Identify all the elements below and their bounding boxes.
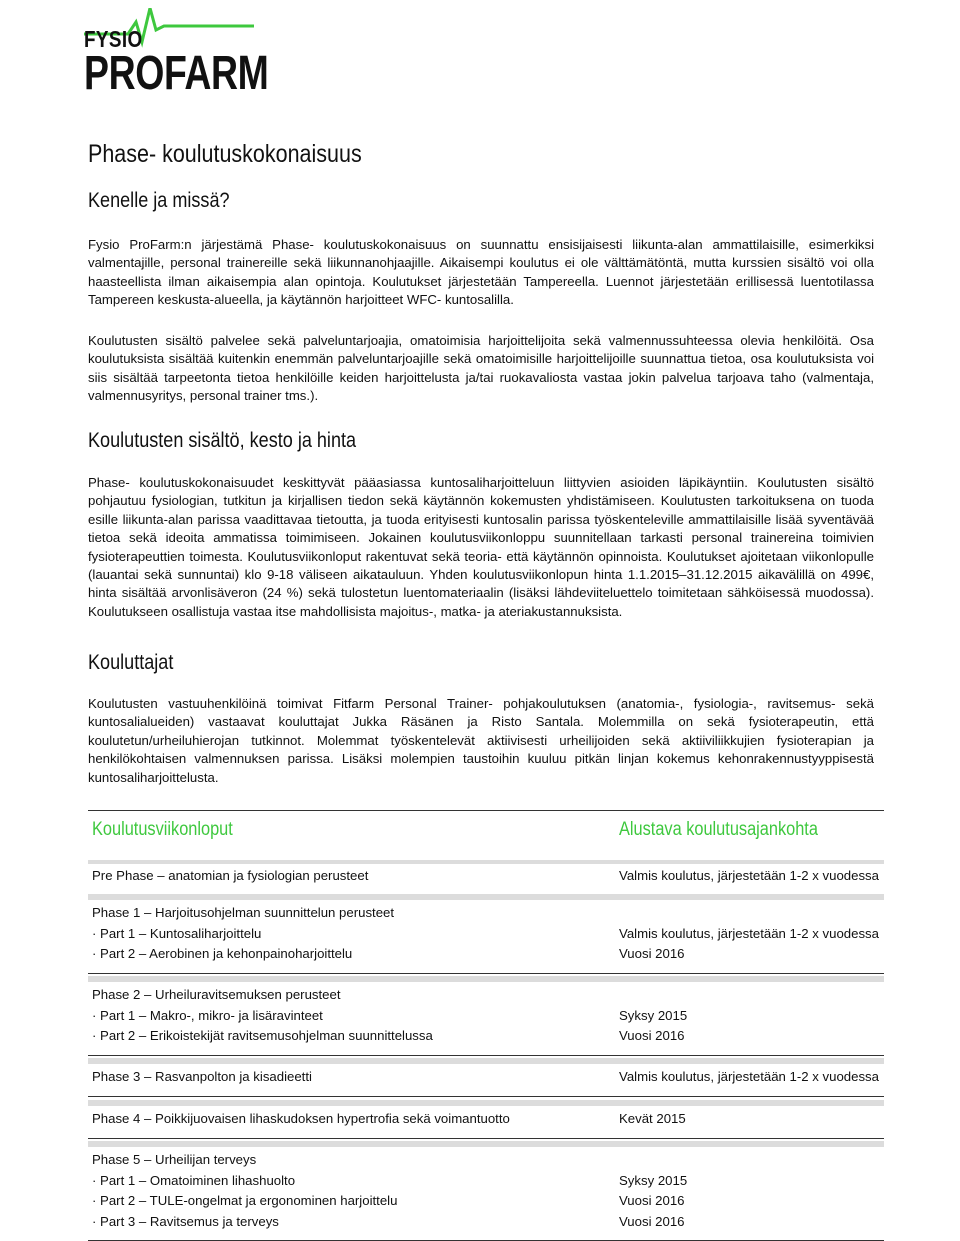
table-cell-course: Phase 1 – Harjoitusohjelman suunnittelun perusteet (92, 905, 395, 920)
table-cell-date: Syksy 2015 (619, 1007, 688, 1023)
table-header-weekends: Koulutusviikonloput (92, 819, 233, 840)
table-header-date: Alustava koulutusajankohta (619, 819, 818, 840)
table-cell-course: Pre Phase – anatomian ja fysiologian perusteet (92, 868, 369, 883)
table-cell-course: Phase 2 – Urheiluravitsemuksen perusteet (92, 987, 341, 1002)
table-row (88, 901, 884, 974)
table-cell-course: · Part 2 – Aerobinen ja kehonpainoharjoittelu (92, 946, 353, 962)
table-cell-date: Vuosi 2016 (619, 1028, 685, 1044)
table-cell-course: · Part 3 – Ravitsemus ja terveys (92, 1213, 279, 1229)
table-row (88, 1065, 884, 1097)
section-heading-content: Koulutusten sisältö, kesto ja hinta (88, 429, 357, 452)
table-spacer (88, 1141, 884, 1147)
table-row (88, 983, 884, 1056)
table-cell-course: Phase 3 – Rasvanpolton ja kisadieetti (92, 1069, 312, 1084)
table-row (88, 1148, 884, 1241)
table-cell-date: Vuosi 2016 (619, 1193, 685, 1209)
table-spacer (88, 1058, 884, 1064)
table-cell-date: Valmis koulutus, järjestetään 1-2 x vuodessa (619, 925, 879, 941)
logo-line-2: PROFARM (84, 47, 269, 100)
fysio-profarm-logo (84, 8, 269, 100)
table-cell-course: · Part 1 – Omatoiminen lihashuolto (92, 1172, 296, 1188)
table-cell-date: Syksy 2015 (619, 1172, 688, 1188)
table-cell-date: Vuosi 2016 (619, 1213, 685, 1229)
table-cell-date: Vuosi 2016 (619, 946, 685, 962)
table-cell-course: · Part 1 – Makro-, mikro- ja lisäravinteet (92, 1007, 323, 1023)
page-title: Phase- koulutuskokonaisuus (88, 140, 362, 168)
table-spacer (88, 976, 884, 982)
table-spacer (88, 894, 884, 900)
logo-line-1: FYSIO (84, 26, 143, 52)
paragraph-audience-1: Fysio ProFarm:n järjestämä Phase- koulutuskokonaisuus on suunnattu ensisijaisesti liikunta-alan ammattilaisille, esimerkiksi valmentajille, personal trainereille sekä liikunnanohjaajille. Aikaisempi koulutus ei ole välttämätöntä, mutta kurssien sisältö voi olla haasteellista ilman aikaisempia alan opintoja. Koulutukset järjestetään Tampereella. Luennot järjestetään erillisessä luentotilassa Tampereen keskusta-alueella, ja käytännön harjoitteet WFC- kuntosalilla. (88, 237, 874, 308)
paragraph-content: Phase- koulutuskokonaisuudet keskittyvät pääasiassa kuntosaliharjoitteluun liittyvien asioiden läpikäyntiin. Koulutusten sisältö pohjautuu fysiologian, tutkitun ja kirjallisen tiedon sekä käytännön kokemusten yhdistämiseen. Koulutusten tarkoituksena on tuoda esille liikunta-alan parissa vaadittavaa tietoutta, ja tuoda erityisesti kuntosalin parissa työskenteleville ammattilaisille lisää syventävää tietoa sekä ideoita ammatissa toimimiseen. Jokainen koulutusviikonloppu suunnitellaan tarkasti personal trainereina toimivien fysioterapeuttien toimesta. Koulutusviikonloput rakentuvat sekä teoria- että käytännön opinnoista. Koulutukset ajoitetaan viikonlopulle (lauantai sekä sunnuntai) klo 9-18 väliseen aikatauluun. Yhden koulutusviikonlopun hinta 1.1.2015–31.12.2015 aikavälillä on 499€, hinta sisältää arvonlisäveron (24 %) sekä tulostetun luentomateriaalin (lisäksi lähdeviiteluettelo toimitetaan sähköisessä muodossa). Koulutukseen osallistuja vastaa itse mahdollisista majoitus-, matka- ja ateriakustannuksista. (88, 475, 874, 619)
table-cell-date: Valmis koulutus, järjestetään 1-2 x vuodessa (619, 1069, 879, 1084)
table-cell-course: Phase 4 – Poikkijuovaisen lihaskudoksen hypertrofia sekä voimantuotto (92, 1111, 510, 1126)
table-row (88, 1107, 884, 1139)
section-heading-audience: Kenelle ja missä? (88, 189, 230, 212)
table-spacer (88, 1100, 884, 1106)
paragraph-trainers: Koulutusten vastuuhenkilöinä toimivat Fitfarm Personal Trainer- pohjakoulutuksen (anatomia-, fysiologia-, ravitsemus- sekä kuntosalialueiden) vastaavat kouluttajat Jukka Räsänen ja Risto Santala. Molemmilla on sekä fysioterapeutin, että koulutetun/urheiluhierojan tutkinnot. Molemmat työskentelevät aktiivisesti urheilijoiden sekä aktiiviliikkujien fysioterapian ja henkilökohtaisen valmennuksen parissa. Lisäksi molempien taustoihin kuuluu pitkän linjan kokemus kehonrakennustyyppisestä kuntosaliharjoittelusta. (88, 696, 874, 785)
paragraph-audience-2: Koulutusten sisältö palvelee sekä palveluntarjoajia, omatoimisia harjoittelijoita sekä valmennussuhteessa olevia henkilöitä. Osa koulutuksista sisältää kuitenkin enemmän palveluntarjoajille sekä omatoimisille harjoittelijoille suunnattua tietoa, osa koulutuksista voi siis sisältää tarpeetonta tietoa henkilöille keiden harjoittelusta ja/tai ruokavaliosta vastaa jokin palvelua tarjoava taho (valmentaja, valmennusyritys, personal trainer tms.). (88, 333, 874, 404)
table-cell-date: Kevät 2015 (619, 1111, 686, 1126)
table-cell-course: Phase 5 – Urheilijan terveys (92, 1152, 257, 1167)
table-cell-course: · Part 2 – TULE-ongelmat ja ergonominen harjoittelu (92, 1193, 398, 1209)
section-heading-trainers: Kouluttajat (88, 651, 174, 674)
schedule-table-header (88, 810, 884, 862)
table-cell-date: Valmis koulutus, järjestetään 1-2 x vuodessa (619, 868, 879, 883)
table-row (88, 864, 884, 896)
table-cell-course: · Part 2 – Erikoistekijät ravitsemusohjelman suunnittelussa (92, 1028, 433, 1044)
table-cell-course: · Part 1 – Kuntosaliharjoittelu (92, 925, 262, 941)
